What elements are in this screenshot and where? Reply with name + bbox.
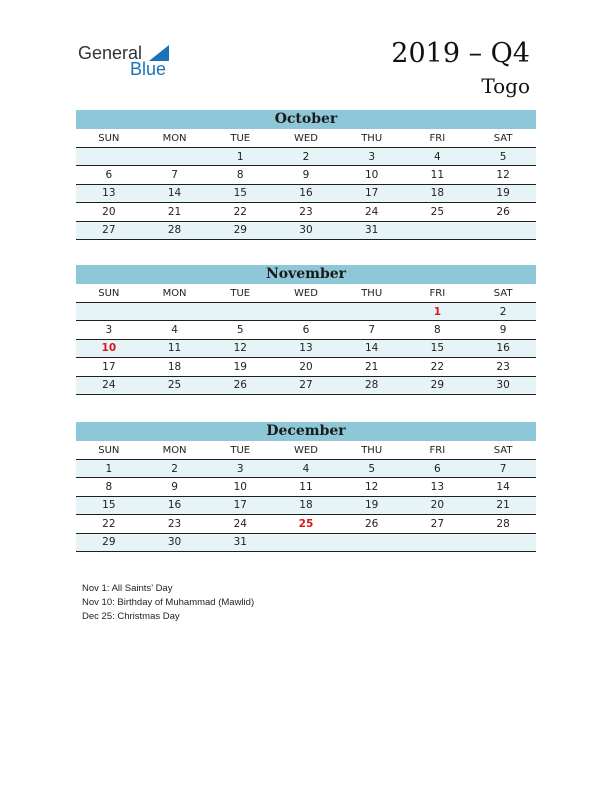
day-cell: 22	[405, 358, 471, 376]
day-cell: 6	[76, 166, 142, 184]
holiday-note: Nov 1: All Saints’ Day	[82, 583, 173, 594]
week-row	[76, 515, 536, 533]
day-cell: 17	[76, 358, 142, 376]
day-cell: 30	[142, 533, 208, 551]
month-title: December	[76, 422, 536, 441]
day-cell: 3	[207, 460, 273, 478]
weekday-label: WED	[294, 132, 318, 144]
weekday-label: TUE	[230, 287, 251, 299]
day-cell: 13	[405, 478, 471, 496]
day-cell: 13	[273, 339, 339, 357]
empty-day-cell	[273, 533, 339, 551]
day-cell: 2	[142, 460, 208, 478]
day-cell: 1	[207, 148, 273, 166]
day-cell: 11	[142, 339, 208, 357]
day-cell: 22	[76, 515, 142, 533]
day-cell: 16	[273, 184, 339, 202]
month-title: November	[76, 265, 536, 284]
day-cell: 4	[142, 321, 208, 339]
week-row	[76, 184, 536, 202]
day-cell: 14	[339, 339, 405, 357]
empty-day-cell	[470, 221, 536, 239]
day-cell: 12	[339, 478, 405, 496]
day-cell: 24	[76, 376, 142, 394]
day-cell: 25	[273, 515, 339, 533]
weekday-label: WED	[294, 287, 318, 299]
day-cell: 28	[470, 515, 536, 533]
weekday-label: SUN	[98, 444, 120, 456]
day-cell: 9	[470, 321, 536, 339]
day-cell: 21	[142, 203, 208, 221]
logo-word-general: General	[78, 43, 143, 63]
day-cell: 31	[339, 221, 405, 239]
day-cell: 7	[470, 460, 536, 478]
week-row	[76, 376, 536, 394]
day-cell: 29	[207, 221, 273, 239]
week-row	[76, 221, 536, 239]
week-row	[76, 339, 536, 357]
calendar-grid	[76, 441, 536, 552]
week-row	[76, 166, 536, 184]
weekday-label: TUE	[230, 132, 251, 144]
week-row	[76, 496, 536, 514]
generalblue-logo	[78, 40, 178, 80]
weekday-label: WED	[294, 444, 318, 456]
day-cell: 8	[207, 166, 273, 184]
day-cell: 25	[142, 376, 208, 394]
empty-day-cell	[273, 303, 339, 321]
empty-day-cell	[207, 303, 273, 321]
day-cell: 11	[405, 166, 471, 184]
day-cell: 29	[405, 376, 471, 394]
day-cell: 26	[339, 515, 405, 533]
empty-day-cell	[142, 303, 208, 321]
day-cell: 26	[470, 203, 536, 221]
week-row	[76, 533, 536, 551]
day-cell: 16	[142, 496, 208, 514]
calendar-grid	[76, 129, 536, 240]
empty-day-cell	[76, 303, 142, 321]
weekday-label: THU	[361, 287, 383, 299]
day-cell: 5	[470, 148, 536, 166]
day-cell: 28	[339, 376, 405, 394]
day-cell: 14	[470, 478, 536, 496]
weekday-label: THU	[361, 444, 383, 456]
holiday-notes	[82, 582, 254, 624]
day-cell: 22	[207, 203, 273, 221]
calendar-grid	[76, 284, 536, 395]
month-december	[76, 422, 536, 552]
week-row	[76, 460, 536, 478]
week-row	[76, 321, 536, 339]
weekday-label: SAT	[493, 287, 513, 299]
weekday-label: FRI	[429, 287, 446, 299]
day-cell: 7	[142, 166, 208, 184]
weekday-label: MON	[162, 287, 187, 299]
weekday-label: SAT	[493, 444, 513, 456]
day-cell: 15	[76, 496, 142, 514]
weekday-label: SAT	[493, 132, 513, 144]
day-cell: 25	[405, 203, 471, 221]
empty-day-cell	[76, 148, 142, 166]
empty-day-cell	[339, 533, 405, 551]
day-cell: 10	[76, 339, 142, 357]
day-cell: 18	[273, 496, 339, 514]
week-row	[76, 478, 536, 496]
day-cell: 9	[273, 166, 339, 184]
week-row	[76, 203, 536, 221]
day-cell: 14	[142, 184, 208, 202]
day-cell: 3	[339, 148, 405, 166]
day-cell: 10	[339, 166, 405, 184]
day-cell: 12	[207, 339, 273, 357]
weekday-label: SUN	[98, 132, 120, 144]
logo-word-blue: Blue	[130, 59, 167, 79]
month-november	[76, 265, 536, 395]
weekday-label: SUN	[98, 287, 120, 299]
day-cell: 4	[273, 460, 339, 478]
day-cell: 28	[142, 221, 208, 239]
day-cell: 19	[470, 184, 536, 202]
day-cell: 1	[405, 303, 471, 321]
week-row	[76, 148, 536, 166]
day-cell: 5	[339, 460, 405, 478]
holiday-note: Nov 10: Birthday of Muhammad (Mawlid)	[82, 597, 255, 608]
day-cell: 30	[273, 221, 339, 239]
day-cell: 13	[76, 184, 142, 202]
day-cell: 29	[76, 533, 142, 551]
weekday-label: TUE	[230, 444, 251, 456]
day-cell: 30	[470, 376, 536, 394]
weekday-label: THU	[361, 132, 383, 144]
week-row	[76, 358, 536, 376]
weekday-label: MON	[162, 444, 187, 456]
day-cell: 5	[207, 321, 273, 339]
empty-day-cell	[470, 533, 536, 551]
day-cell: 21	[470, 496, 536, 514]
day-cell: 19	[339, 496, 405, 514]
empty-day-cell	[405, 533, 471, 551]
day-cell: 15	[405, 339, 471, 357]
day-cell: 6	[273, 321, 339, 339]
day-cell: 23	[142, 515, 208, 533]
day-cell: 18	[142, 358, 208, 376]
day-cell: 8	[76, 478, 142, 496]
day-cell: 10	[207, 478, 273, 496]
day-cell: 4	[405, 148, 471, 166]
day-cell: 1	[76, 460, 142, 478]
country-name: Togo	[481, 74, 530, 98]
day-cell: 27	[405, 515, 471, 533]
day-cell: 26	[207, 376, 273, 394]
day-cell: 27	[76, 221, 142, 239]
page-title: 2019 – Q4	[391, 38, 530, 69]
day-cell: 20	[273, 358, 339, 376]
day-cell: 21	[339, 358, 405, 376]
empty-day-cell	[142, 148, 208, 166]
day-cell: 24	[339, 203, 405, 221]
empty-day-cell	[339, 303, 405, 321]
day-cell: 6	[405, 460, 471, 478]
day-cell: 3	[76, 321, 142, 339]
week-row	[76, 303, 536, 321]
day-cell: 11	[273, 478, 339, 496]
month-title: October	[76, 110, 536, 129]
day-cell: 8	[405, 321, 471, 339]
day-cell: 9	[142, 478, 208, 496]
day-cell: 16	[470, 339, 536, 357]
day-cell: 15	[207, 184, 273, 202]
weekday-label: MON	[162, 132, 187, 144]
day-cell: 19	[207, 358, 273, 376]
empty-day-cell	[405, 221, 471, 239]
holiday-note: Dec 25: Christmas Day	[82, 611, 180, 622]
day-cell: 23	[273, 203, 339, 221]
day-cell: 18	[405, 184, 471, 202]
day-cell: 17	[207, 496, 273, 514]
month-october	[76, 110, 536, 240]
day-cell: 7	[339, 321, 405, 339]
day-cell: 31	[207, 533, 273, 551]
day-cell: 24	[207, 515, 273, 533]
day-cell: 2	[273, 148, 339, 166]
weekday-label: FRI	[429, 444, 446, 456]
day-cell: 27	[273, 376, 339, 394]
day-cell: 23	[470, 358, 536, 376]
day-cell: 20	[76, 203, 142, 221]
day-cell: 2	[470, 303, 536, 321]
weekday-label: FRI	[429, 132, 446, 144]
day-cell: 17	[339, 184, 405, 202]
day-cell: 12	[470, 166, 536, 184]
day-cell: 20	[405, 496, 471, 514]
